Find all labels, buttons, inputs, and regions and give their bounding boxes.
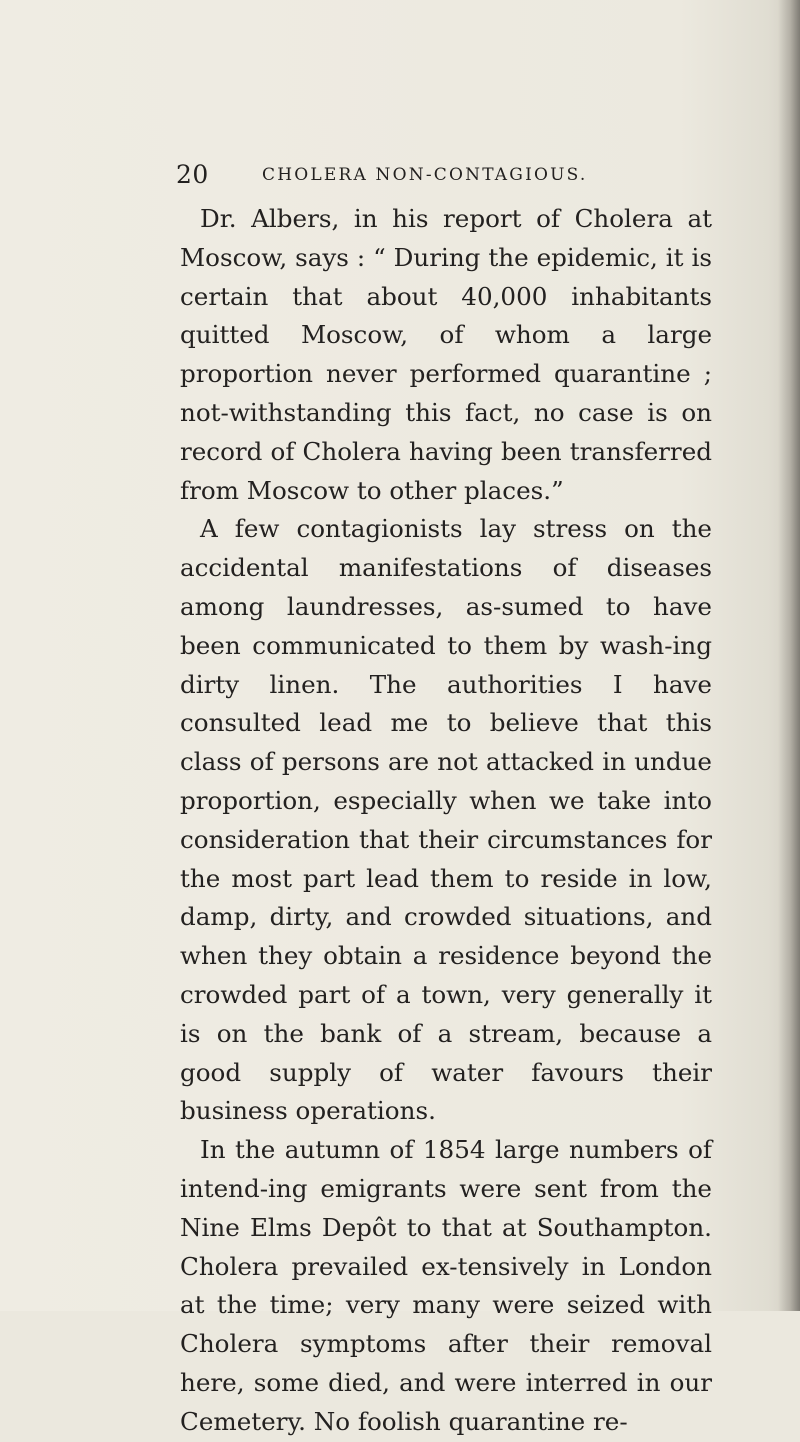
paragraph: A few contagionists lay stress on the accidental manifestations of diseases among laundresses, as-sumed to have been communicated to them by wash-ing dirty linen. The authorities I have consulted lead me to believe that this class of persons are not attacked in undue proportion, especially when we take into consideration that their circumstances for the most part lead them to reside in low, damp, dirty, and crowded situations, and when they obtain a residence beyond the crowded part of a town, very generally it is on the bank of a stream, because a good supply of water favours their business operations. — [180, 514, 712, 1126]
page-edge-shadow — [778, 0, 800, 1311]
paragraph: In the autumn of 1854 large numbers of intend-ing emigrants were sent from the Nine Elms Depôt to that at Southampton. Cholera prevailed ex-tensively in London at the time; very many were seized with Cholera symptoms after their removal here, some died, and were interred in our Cemetery. No foolish quarantine re- — [180, 1135, 712, 1436]
paragraph: Dr. Albers, in his report of Cholera at Moscow, says : “ During the epidemic, it is certain that about 40,000 inhabitants quitted Moscow, of whom a large proportion never performed quarantine ; not-withstanding this fact, no case is on record of Cholera having been transferred from Moscow to other places.” — [180, 204, 712, 505]
body-text — [180, 200, 712, 1442]
running-head: CHOLERA NON-CONTAGIOUS. — [262, 165, 588, 185]
page-header — [176, 160, 736, 200]
page-number: 20 — [176, 160, 209, 189]
